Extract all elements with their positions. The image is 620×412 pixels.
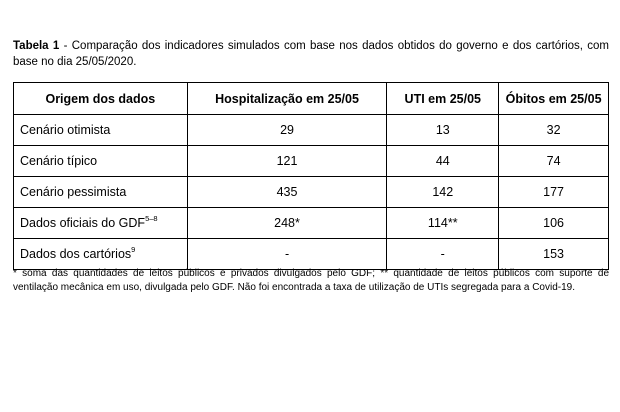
data-table-container (13, 82, 609, 270)
header-obitos: Óbitos em 25/05 (499, 83, 609, 115)
table-caption (13, 38, 609, 70)
row-label (14, 208, 188, 239)
cell-obitos: 74 (499, 146, 609, 177)
header-origem: Origem dos dados (14, 83, 188, 115)
row-label-text: Dados dos cartórios (20, 247, 132, 261)
row-label-text: Dados oficiais do GDF (20, 216, 146, 230)
cell-uti: 142 (387, 177, 499, 208)
table-row (14, 239, 609, 270)
cell-hospitalizacao: 29 (187, 115, 387, 146)
cell-obitos: 106 (499, 208, 609, 239)
cell-obitos: 153 (499, 239, 609, 270)
cell-hospitalizacao: 248* (187, 208, 387, 239)
cell-uti: - (387, 239, 499, 270)
table-row (14, 177, 609, 208)
cell-uti: 13 (387, 115, 499, 146)
table-header-row (14, 83, 609, 115)
row-label (14, 239, 188, 270)
cell-hospitalizacao: 121 (187, 146, 387, 177)
row-label (14, 146, 188, 177)
cell-uti: 114** (387, 208, 499, 239)
cell-uti: 44 (387, 146, 499, 177)
reference-superscript: 5–8 (145, 214, 158, 223)
row-label-text: Cenário típico (20, 154, 98, 168)
table-footnote: * soma das quantidades de leitos públicos e privados divulgados pelo GDF; ** quantidade de leitos públicos com suporte de ventilação mecânica em uso, divulgada pelo GDF. Não foi encontrada a taxa de utilização de UTIs segregada para a Covid-19. (13, 268, 609, 293)
header-uti: UTI em 25/05 (387, 83, 499, 115)
row-label (14, 177, 188, 208)
cell-hospitalizacao: - (187, 239, 387, 270)
caption-text: - Comparação dos indicadores simulados com base nos dados obtidos do governo e dos cartórios, com base no dia 25/05/2020. (13, 40, 610, 68)
row-label (14, 115, 188, 146)
cell-hospitalizacao: 435 (187, 177, 387, 208)
data-table (13, 82, 609, 270)
row-label-text: Cenário otimista (20, 123, 111, 137)
header-hospitalizacao: Hospitalização em 25/05 (187, 83, 387, 115)
table-row (14, 115, 609, 146)
reference-superscript: 9 (131, 245, 136, 254)
row-label-text: Cenário pessimista (20, 185, 127, 199)
caption-label: Tabela 1 (13, 40, 60, 52)
table-row (14, 146, 609, 177)
table-row (14, 208, 609, 239)
cell-obitos: 177 (499, 177, 609, 208)
cell-obitos: 32 (499, 115, 609, 146)
